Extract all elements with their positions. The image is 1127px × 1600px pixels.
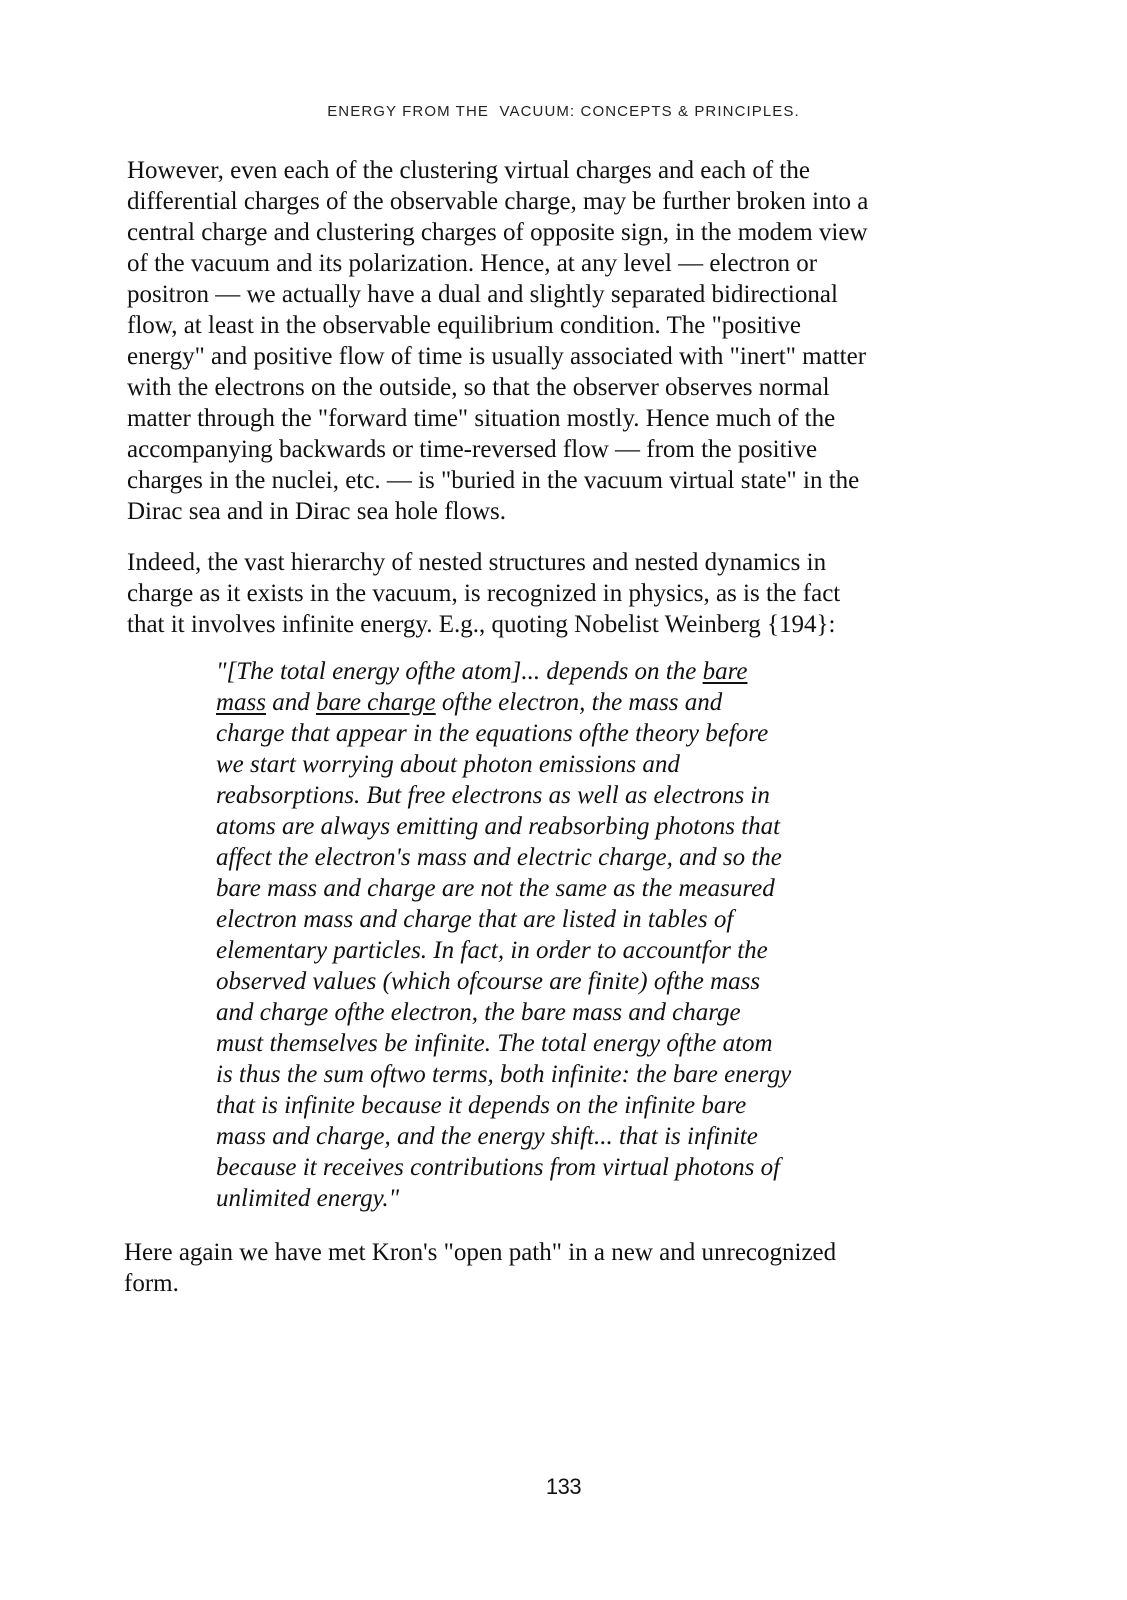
quote-line: unlimited energy." — [216, 1185, 400, 1212]
text-line: accompanying backwards or time-reversed flow — from the positive — [127, 436, 818, 463]
text-line: Indeed, the vast hierarchy of nested structures and nested dynamics in — [127, 549, 827, 576]
text-line: matter through the "forward time" situation mostly. Hence much of the — [127, 405, 836, 432]
text-line: form. — [124, 1270, 179, 1297]
underlined-term: bare charge — [316, 689, 436, 716]
running-header: ENERGY FROM THE VACUUM: CONCEPTS & PRINCIPLES. — [327, 103, 800, 120]
quote-line — [216, 687, 896, 718]
underlined-term: mass — [216, 689, 267, 716]
quote-line: that is infinite because it depends on the infinite bare — [216, 1092, 747, 1119]
body-paragraph-4 — [124, 1237, 964, 1299]
quote-line: because it receives contributions from virtual photons of — [216, 1154, 781, 1181]
text-line: central charge and clustering charges of opposite sign, in the modem view — [127, 219, 868, 246]
quote-line: must themselves be infinite. The total energy ofthe atom — [216, 1030, 773, 1057]
text-line: flow, at least in the observable equilibrium condition. The "positive — [127, 312, 801, 339]
page-number: 133 — [545, 1474, 582, 1499]
quote-line: electron mass and charge that are listed in tables of — [216, 906, 734, 933]
body-paragraph-1 — [127, 155, 967, 527]
quote-line: and charge ofthe electron, the bare mass and charge — [216, 999, 741, 1026]
quote-line: atoms are always emitting and reabsorbing photons that — [216, 813, 781, 840]
text-line: differential charges of the observable charge, may be further broken into a — [127, 188, 869, 215]
text-line: However, even each of the clustering virtual charges and each of the — [127, 157, 810, 184]
underlined-term: bare — [702, 658, 748, 685]
body-paragraph-2 — [127, 547, 967, 640]
quote-line: is thus the sum oftwo terms, both infinite: the bare energy — [216, 1061, 792, 1088]
quote-line: charge that appear in the equations ofthe theory before — [216, 720, 769, 747]
text-line: charge as it exists in the vacuum, is recognized in physics, as is the fact — [127, 580, 841, 607]
quote-line: elementary particles. In fact, in order to accountfor the — [216, 937, 768, 964]
quote-line: we start worrying about photon emissions and — [216, 751, 680, 778]
quote-text: and — [266, 689, 317, 716]
quote-line: mass and charge, and the energy shift... that is infinite — [216, 1123, 758, 1150]
quote-line: affect the electron's mass and electric charge, and so the — [216, 844, 782, 871]
text-line: Here again we have met Kron's "open path" in a new and unrecognized — [124, 1239, 837, 1266]
quote-line: observed values (which ofcourse are finite) ofthe mass — [216, 968, 761, 995]
quote-line: reabsorptions. But free electrons as well as electrons in — [216, 782, 770, 809]
text-line: with the electrons on the outside, so that the observer observes normal — [127, 374, 830, 401]
quote-text: ofthe electron, the mass and — [435, 689, 723, 716]
quote-line — [216, 656, 896, 687]
text-line: that it involves infinite energy. E.g., quoting Nobelist Weinberg {194}: — [127, 611, 836, 638]
text-line: of the vacuum and its polarization. Hence, at any level — electron or — [127, 250, 818, 277]
quote-text: "[The total energy ofthe atom]... depends on the — [216, 658, 703, 685]
text-line: positron — we actually have a dual and slightly separated bidirectional — [127, 281, 838, 308]
quote-line: bare mass and charge are not the same as the measured — [216, 875, 775, 902]
text-line: energy" and positive flow of time is usually associated with "inert" matter — [127, 343, 867, 370]
text-line: charges in the nuclei, etc. — is "buried in the vacuum virtual state" in the — [127, 467, 860, 494]
text-line: Dirac sea and in Dirac sea hole flows. — [127, 498, 507, 525]
block-quote — [216, 656, 896, 1214]
